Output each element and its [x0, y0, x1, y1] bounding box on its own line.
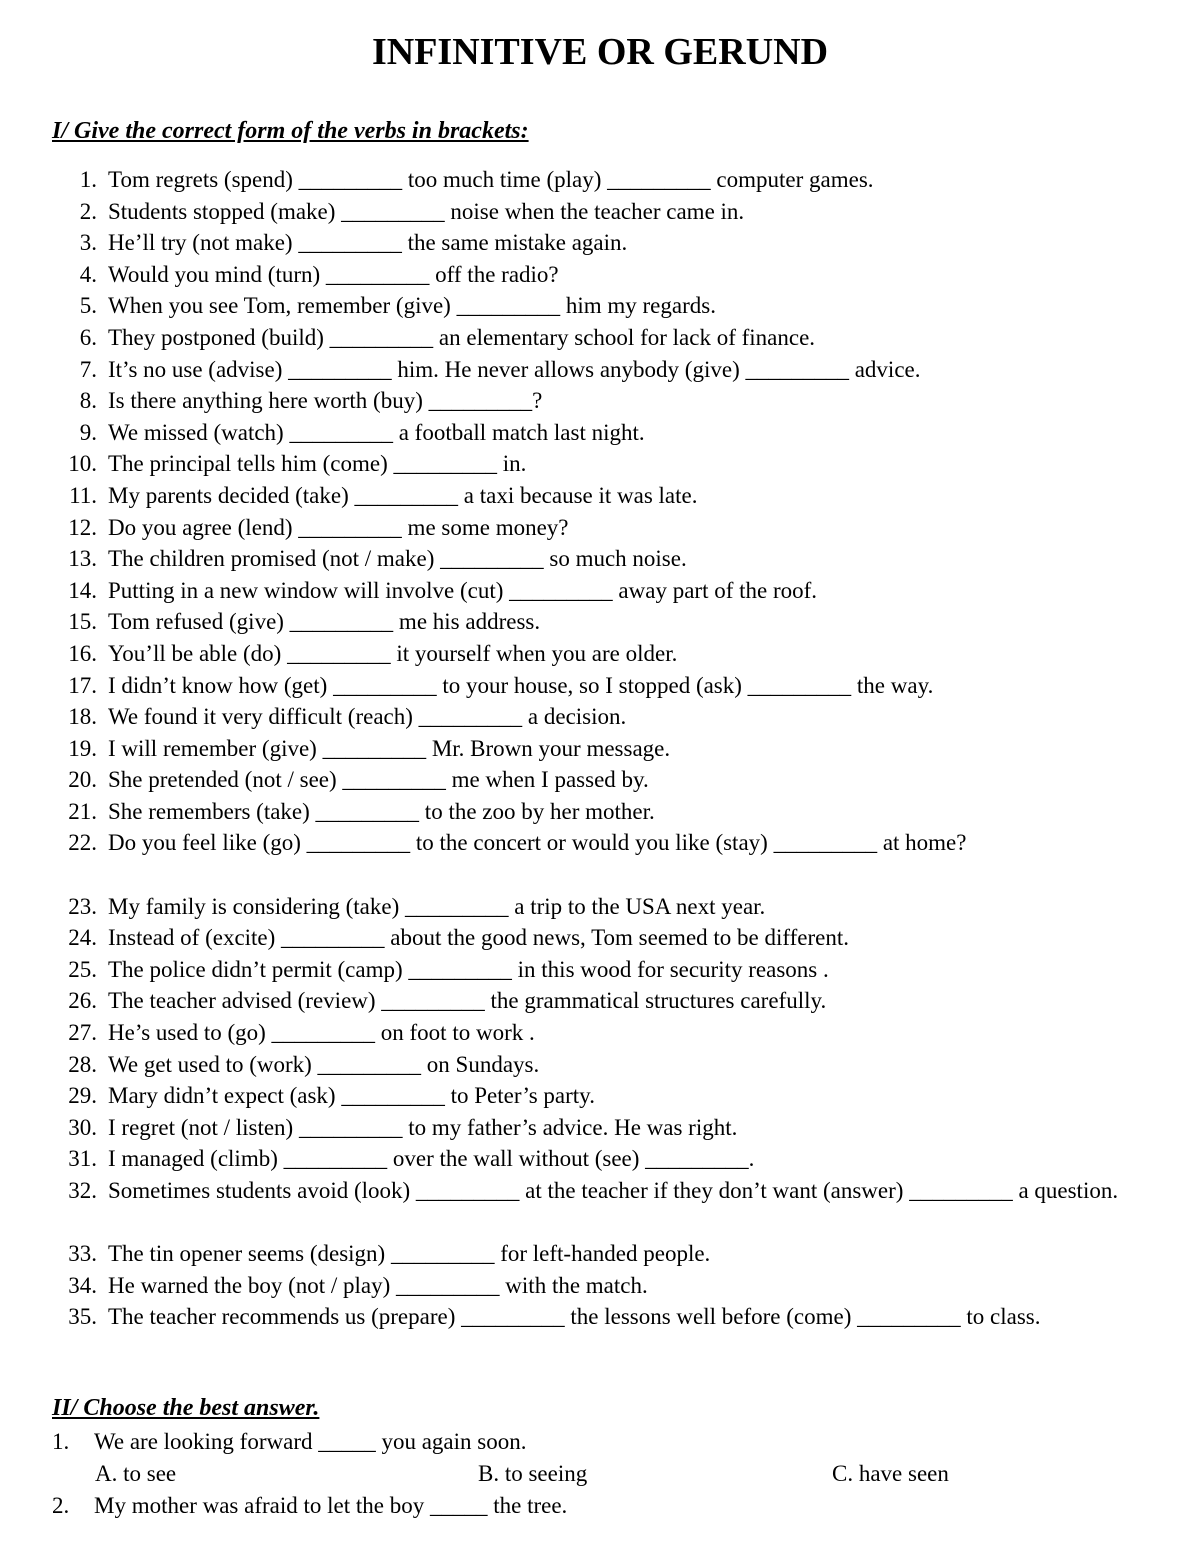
- item-number: 28.: [68, 1051, 97, 1077]
- item-text: Students stopped (make) _________ noise when the teacher came in.: [108, 198, 745, 224]
- exercise-item: [0, 670, 1200, 702]
- item-text: Tom regrets (spend) _________ too much time (play) _________ computer games.: [108, 167, 874, 192]
- exercise-item: [0, 891, 1200, 923]
- item-number: 26.: [68, 988, 97, 1014]
- exercise-item: [0, 1049, 1200, 1081]
- item-text: Sometimes students avoid (look) _________ at the teacher if they don’t want (answer) _________ a question.: [108, 1178, 1119, 1203]
- item-number: 30.: [68, 1114, 97, 1140]
- question-text: We are looking forward _____ you again soon.: [94, 1429, 527, 1454]
- item-number: 31.: [68, 1146, 97, 1172]
- exercise-item: [0, 796, 1200, 828]
- item-text: My family is considering (take) _________ a trip to the USA next year.: [108, 893, 766, 919]
- exercise-item: [0, 448, 1200, 480]
- item-number: 27.: [68, 1020, 97, 1046]
- option-a: A. to see: [95, 1461, 177, 1486]
- page-title: INFINITIVE OR GERUND: [371, 31, 829, 73]
- item-text: When you see Tom, remember (give) _________ him my regards.: [108, 293, 716, 319]
- item-number: 25.: [68, 956, 97, 982]
- exercise-item: [0, 764, 1200, 796]
- option-c: C. have seen: [832, 1461, 949, 1486]
- exercise-item: [0, 543, 1200, 575]
- exercise-item: [0, 1080, 1200, 1112]
- item-number: 21.: [68, 798, 97, 824]
- item-number: 17.: [68, 672, 97, 698]
- item-text: He’ll try (not make) _________ the same mistake again.: [108, 230, 628, 256]
- section-2-heading: II/ Choose the best answer.: [52, 1395, 320, 1421]
- question-number: 2.: [52, 1493, 70, 1518]
- exercise-item: [0, 164, 1200, 196]
- item-number: 11.: [69, 482, 97, 508]
- exercise-item: [0, 480, 1200, 512]
- item-number: 8.: [79, 388, 97, 414]
- item-number: 10.: [68, 451, 97, 477]
- item-text: Do you feel like (go) _________ to the concert or would you like (stay) _________ at home?: [108, 830, 967, 856]
- exercise-item: [0, 1238, 1200, 1270]
- item-text: She pretended (not / see) _________ me when I passed by.: [108, 767, 649, 793]
- item-number: 29.: [68, 1083, 97, 1109]
- item-number: 5.: [79, 293, 97, 319]
- item-text: The teacher advised (review) _________ the grammatical structures carefully.: [108, 988, 827, 1014]
- item-number: 9.: [79, 419, 97, 445]
- item-text: Putting in a new window will involve (cut) _________ away part of the roof.: [108, 577, 818, 603]
- item-text: The tin opener seems (design) _________ for left-handed people.: [108, 1241, 711, 1267]
- item-number: 15.: [68, 609, 97, 635]
- item-number: 13.: [68, 546, 97, 572]
- exercise-item: [0, 575, 1200, 607]
- exercise-item: [0, 1301, 1200, 1364]
- item-number: 4.: [79, 261, 97, 287]
- item-text: I regret (not / listen) _________ to my father’s advice. He was right.: [108, 1114, 738, 1140]
- item-text: Tom refused (give) _________ me his address.: [108, 609, 541, 635]
- exercise-item: [0, 196, 1200, 228]
- item-text: My parents decided (take) _________ a taxi because it was late.: [108, 482, 698, 508]
- exercise-item: [0, 322, 1200, 354]
- item-text: They postponed (build) _________ an elementary school for lack of finance.: [108, 324, 816, 350]
- section-1-heading: I/ Give the correct form of the verbs in brackets:: [52, 118, 529, 144]
- item-text: Do you agree (lend) _________ me some money?: [108, 514, 569, 540]
- item-number: 7.: [79, 356, 97, 382]
- item-number: 23.: [68, 893, 97, 919]
- item-text: He’s used to (go) _________ on foot to work .: [108, 1020, 535, 1046]
- item-text: The children promised (not / make) _________ so much noise.: [108, 546, 687, 572]
- exercise-item: [0, 290, 1200, 322]
- item-number: 6.: [79, 324, 97, 350]
- item-number: 24.: [68, 925, 97, 951]
- option-b: B. to seeing: [478, 1461, 588, 1486]
- item-text: It’s no use (advise) _________ him. He never allows anybody (give) _________ advice.: [108, 356, 921, 382]
- answer-options: [0, 1458, 1200, 1490]
- item-number: 3.: [79, 230, 97, 256]
- mc-question: [0, 1426, 1200, 1458]
- item-text: I didn’t know how (get) _________ to your house, so I stopped (ask) _________ the way.: [108, 672, 934, 698]
- item-number: 19.: [68, 735, 97, 761]
- exercise-item: [0, 259, 1200, 291]
- item-number: 33.: [68, 1241, 97, 1267]
- exercise-item: [0, 606, 1200, 638]
- exercise-item: [0, 354, 1200, 386]
- exercise-item: [0, 701, 1200, 733]
- exercise-item: [0, 512, 1200, 544]
- item-number: 1.: [79, 167, 97, 192]
- item-text: You’ll be able (do) _________ it yourself when you are older.: [108, 640, 678, 666]
- item-text: Would you mind (turn) _________ off the radio?: [108, 261, 559, 287]
- exercise-item: [0, 985, 1200, 1017]
- exercise-list: [0, 164, 1200, 1365]
- item-text: I will remember (give) _________ Mr. Brown your message.: [108, 735, 671, 761]
- exercise-item: [0, 1017, 1200, 1049]
- exercise-item: [0, 638, 1200, 670]
- exercise-item: [0, 954, 1200, 986]
- item-number: 34.: [68, 1272, 97, 1298]
- item-number: 14.: [68, 577, 97, 603]
- exercise-item: [0, 385, 1200, 417]
- item-text: The teacher recommends us (prepare) _________ the lessons well before (come) _________ to class.: [108, 1304, 1041, 1330]
- exercise-item: [0, 1270, 1200, 1302]
- exercise-item: [0, 922, 1200, 954]
- exercise-item: [0, 227, 1200, 259]
- item-number: 2.: [79, 198, 97, 224]
- exercise-item: [0, 417, 1200, 449]
- question-text: My mother was afraid to let the boy _____ the tree.: [94, 1493, 568, 1518]
- exercise-item: [0, 827, 1200, 890]
- item-number: 20.: [68, 767, 97, 793]
- exercise-item: [0, 1175, 1200, 1238]
- item-number: 12.: [68, 514, 97, 540]
- item-text: Mary didn’t expect (ask) _________ to Peter’s party.: [108, 1083, 595, 1109]
- item-text: We get used to (work) _________ on Sundays.: [108, 1051, 540, 1077]
- mc-question: [0, 1490, 1200, 1522]
- item-number: 22.: [68, 830, 97, 856]
- item-number: 16.: [68, 640, 97, 666]
- item-text: We missed (watch) _________ a football match last night.: [108, 419, 645, 445]
- exercise-item: [0, 733, 1200, 765]
- multiple-choice-list: [0, 1426, 1200, 1522]
- item-text: I managed (climb) _________ over the wall without (see) _________.: [108, 1146, 755, 1172]
- item-text: We found it very difficult (reach) _________ a decision.: [108, 704, 627, 730]
- item-text: He warned the boy (not / play) _________ with the match.: [108, 1272, 648, 1298]
- item-number: 18.: [68, 704, 97, 730]
- item-text: The principal tells him (come) _________ in.: [108, 451, 527, 477]
- item-text: She remembers (take) _________ to the zoo by her mother.: [108, 798, 655, 824]
- item-text: Instead of (excite) _________ about the good news, Tom seemed to be different.: [108, 925, 850, 951]
- item-number: 32.: [68, 1178, 97, 1203]
- item-number: 35.: [68, 1304, 97, 1330]
- exercise-item: [0, 1112, 1200, 1144]
- item-text: Is there anything here worth (buy) _________?: [108, 388, 543, 414]
- item-text: The police didn’t permit (camp) _________ in this wood for security reasons .: [108, 956, 829, 982]
- question-number: 1.: [52, 1429, 70, 1454]
- exercise-item: [0, 1143, 1200, 1175]
